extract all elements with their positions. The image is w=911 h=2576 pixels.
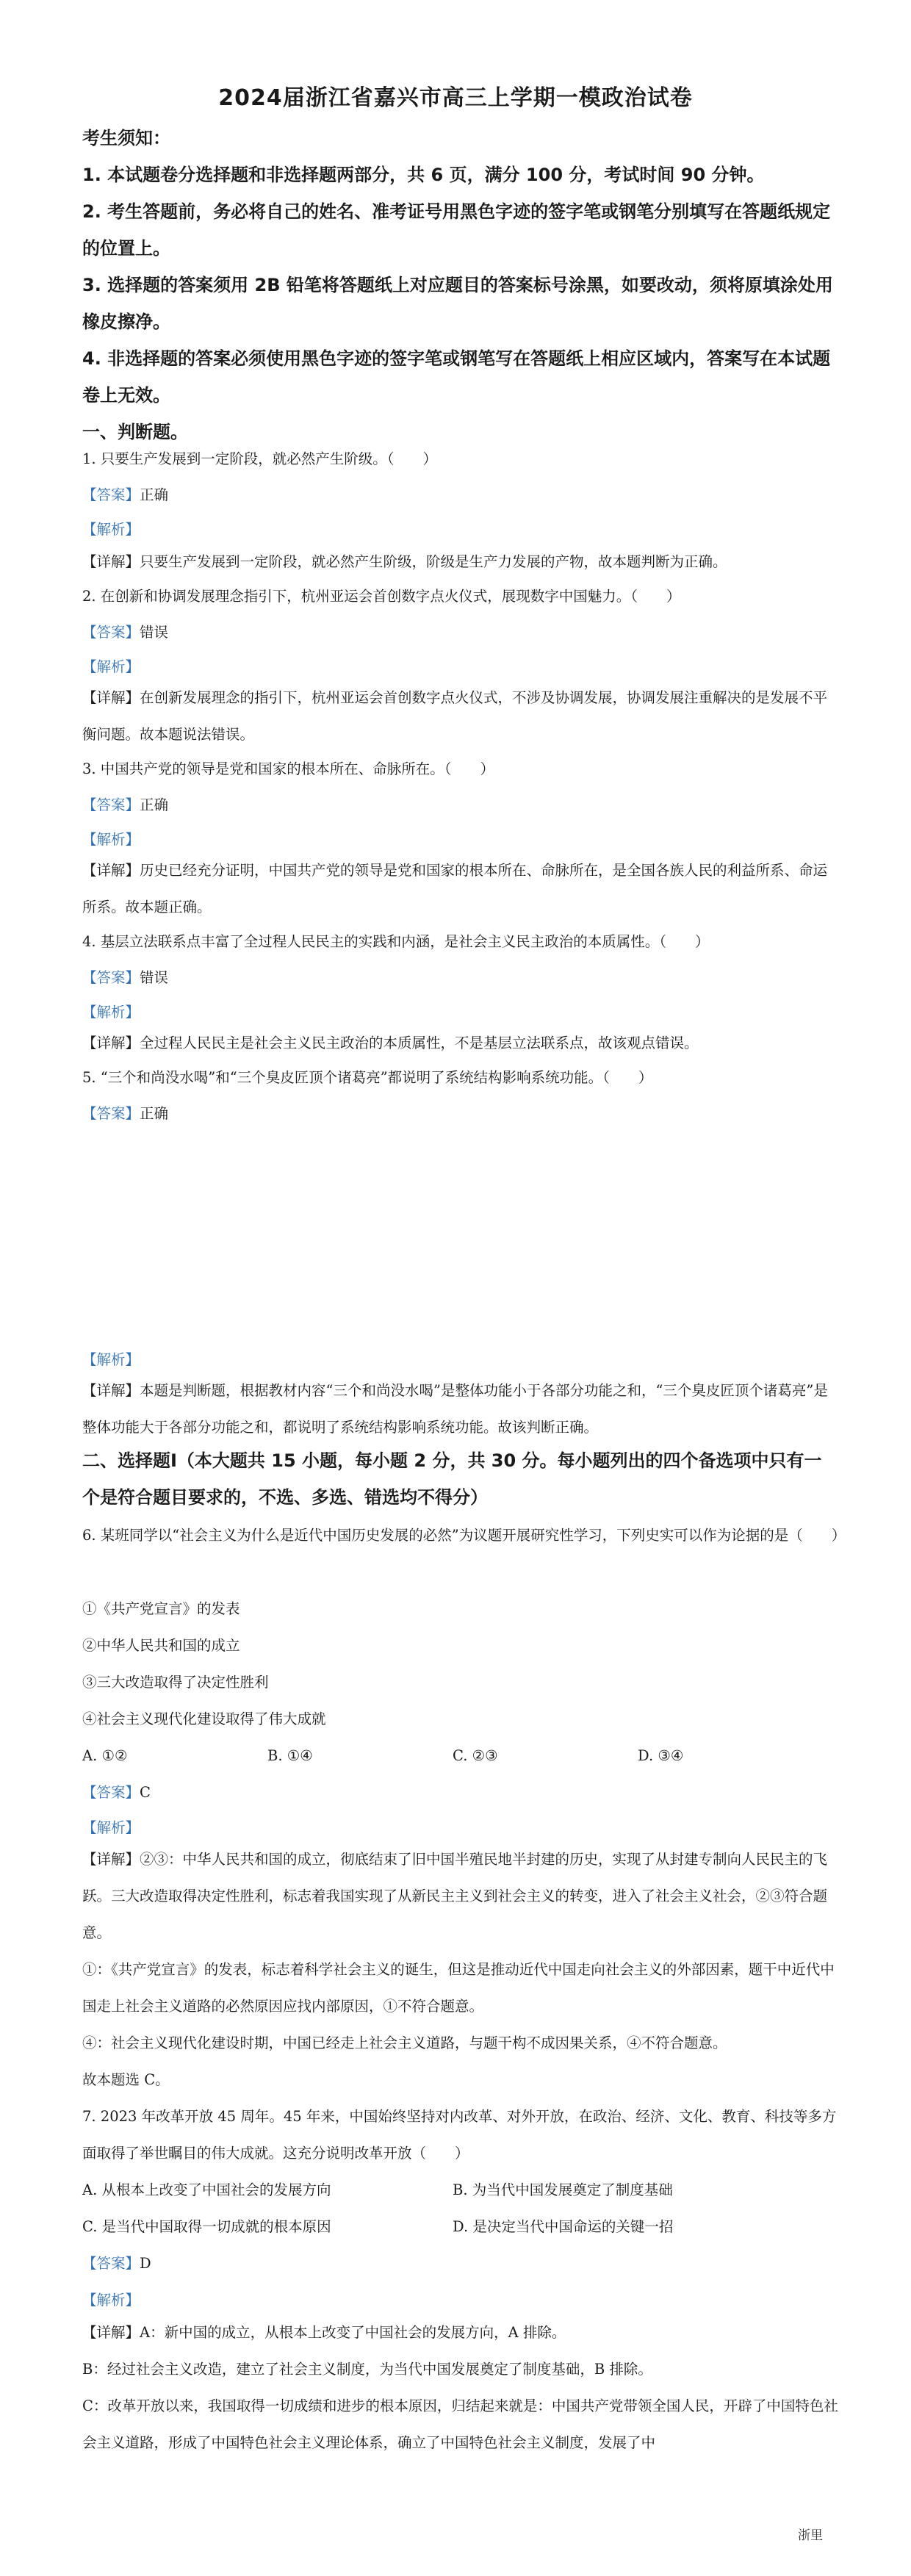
question-4: 4. 基层立法联系点丰富了全过程人民民主的实践和内涵，是社会主义民主政治的本质属性。（ ） xyxy=(82,933,710,950)
detail-3: 【详解】历史已经充分证明，中国共产党的领导是党和国家的根本所在、命脉所在，是全国各族人民的利益所系、命运所系。故本题正确。 xyxy=(82,862,828,915)
answer-label: 【答案】 xyxy=(82,486,140,503)
option-b: B. 为当代中国发展奠定了制度基础 xyxy=(453,2181,673,2198)
question-7: 7. 2023 年改革开放 45 周年。45 年来，中国始终坚持对内改革、对外开放，在政治、经济、文化、教育、科技等多方面取得了举世瞩目的伟大成就。这充分说明改革开放（ ） xyxy=(82,2108,837,2162)
option-b: B. ①④ xyxy=(267,1747,313,1764)
option-c: C. ②③ xyxy=(453,1747,498,1764)
question-5: 5. “三个和尚没水喝”和“三个臭皮匠顶个诸葛亮”都说明了系统结构影响系统功能。（ ） xyxy=(82,1069,653,1086)
detail-4: 【详解】全过程人民民主是社会主义民主政治的本质属性，不是基层立法联系点，故该观点错误。 xyxy=(82,1035,699,1051)
option-c: C. 是当代中国取得一切成就的根本原因 xyxy=(82,2218,331,2235)
detail-6-c: ④：社会主义现代化建设时期，中国已经走上社会主义道路，与题干构不成因果关系，④不符合题意。 xyxy=(82,2034,727,2051)
answer-line-2: 【答案】错误 xyxy=(82,624,169,641)
footer-watermark: 浙里 xyxy=(798,2528,823,2543)
analysis-label-7: 【解析】 xyxy=(82,2292,140,2309)
statement-1: ①《共产党宣言》的发表 xyxy=(82,1600,240,1617)
answer-value: 正确 xyxy=(140,486,169,503)
analysis-label-3: 【解析】 xyxy=(82,831,140,848)
option-d: D. 是决定当代中国命运的关键一招 xyxy=(453,2218,674,2235)
statement-3: ③三大改造取得了决定性胜利 xyxy=(82,1674,269,1691)
analysis-label-1: 【解析】 xyxy=(82,521,140,538)
detail-6-d: 故本题选 C。 xyxy=(82,2071,170,2088)
analysis-label-6: 【解析】 xyxy=(82,1819,140,1836)
detail-5: 【详解】本题是判断题，根据教材内容“三个和尚没水喝”是整体功能小于各部分功能之和，“三个臭皮匠顶个诸葛亮”是整体功能大于各部分功能之和，都说明了系统结构影响系统功能。故该判断正确。 xyxy=(82,1382,828,1436)
analysis-label-2: 【解析】 xyxy=(82,658,140,675)
notice-heading: 考生须知： xyxy=(82,128,170,148)
option-d: D. ③④ xyxy=(638,1747,684,1764)
detail-1: 【详解】只要生产发展到一定阶段，就必然产生阶级，阶级是生产力发展的产物，故本题判断为正确。 xyxy=(82,553,727,570)
question-1: 1. 只要生产发展到一定阶段，就必然产生阶级。（ ） xyxy=(82,450,438,467)
section-2-heading: 二、选择题Ⅰ（本大题共 15 小题，每小题 2 分，共 30 分。每小题列出的四个备选项中只有一个是符合题目要求的，不选、多选、错选均不得分） xyxy=(82,1450,822,1508)
answer-line-1 xyxy=(82,484,168,506)
analysis-label-5: 【解析】 xyxy=(82,1351,140,1368)
question-2: 2. 在创新和协调发展理念指引下，杭州亚运会首创数字点火仪式，展现数字中国魅力。（ ） xyxy=(82,588,681,605)
answer-line-6: 【答案】C xyxy=(82,1784,151,1801)
statement-4: ④社会主义现代化建设取得了伟大成就 xyxy=(82,1710,326,1727)
detail-6-b: ①：《共产党宣言》的发表，标志着科学社会主义的诞生，但这是推动近代中国走向社会主义的外部因素，题干中近代中国走上社会主义道路的必然原因应找内部原因，①不符合题意。 xyxy=(82,1961,835,2015)
page-title: 2024届浙江省嘉兴市高三上学期一模政治试卷 xyxy=(218,85,693,111)
notice-item-3: 3. 选择题的答案须用 2B 铅笔将答题纸上对应题目的答案标号涂黑，如要改动，须将原填涂处用橡皮擦净。 xyxy=(82,275,833,332)
detail-2: 【详解】在创新发展理念的指引下，杭州亚运会首创数字点火仪式，不涉及协调发展，协调发展注重解决的是发展不平衡问题。故本题说法错误。 xyxy=(82,689,828,743)
notice-item-2: 2. 考生答题前，务必将自己的姓名、准考证号用黑色字迹的签字笔或钢笔分别填写在答题纸规定的位置上。 xyxy=(82,201,831,259)
analysis-label-4: 【解析】 xyxy=(82,1004,140,1021)
answer-line-5: 【答案】正确 xyxy=(82,1105,169,1122)
detail-7-a: 【详解】A：新中国的成立，从根本上改变了中国社会的发展方向，A 排除。 xyxy=(82,2324,566,2341)
question-6: 6. 某班同学以“社会主义为什么是近代中国历史发展的必然”为议题开展研究性学习，下列史实可以作为论据的是（ ） xyxy=(82,1527,846,1544)
answer-line-3: 【答案】正确 xyxy=(82,796,169,813)
detail-6-a: 【详解】②③：中华人民共和国的成立，彻底结束了旧中国半殖民地半封建的历史，实现了从封建专制向人民民主的飞跃。三大改造取得决定性胜利，标志着我国实现了从新民主主义到社会主义的转变，进入了社会主义社会，②③符合题意。 xyxy=(82,1851,828,1941)
answer-line-4: 【答案】错误 xyxy=(82,969,169,986)
option-a: A. ①② xyxy=(82,1747,128,1764)
section-1-heading: 一、判断题。 xyxy=(82,422,188,442)
notice-item-4: 4. 非选择题的答案必须使用黑色字迹的签字笔或钢笔写在答题纸上相应区域内，答案写在本试题卷上无效。 xyxy=(82,348,831,406)
detail-7-c: C：改革开放以来，我国取得一切成绩和进步的根本原因，归结起来就是：中国共产党带领全国人民，开辟了中国特色社会主义道路，形成了中国特色社会主义理论体系，确立了中国特色社会主义制度，发展了中 xyxy=(82,2397,838,2451)
detail-7-b: B：经过社会主义改造，建立了社会主义制度，为当代中国发展奠定了制度基础，B 排除。 xyxy=(82,2361,652,2378)
notice-item-1: 1. 本试题卷分选择题和非选择题两部分，共 6 页，满分 100 分，考试时间 90 分钟。 xyxy=(82,165,765,185)
option-a: A. 从根本上改变了中国社会的发展方向 xyxy=(82,2181,331,2198)
question-3: 3. 中国共产党的领导是党和国家的根本所在、命脉所在。（ ） xyxy=(82,760,495,777)
statement-2: ②中华人民共和国的成立 xyxy=(82,1637,240,1654)
answer-line-7: 【答案】D xyxy=(82,2255,151,2272)
